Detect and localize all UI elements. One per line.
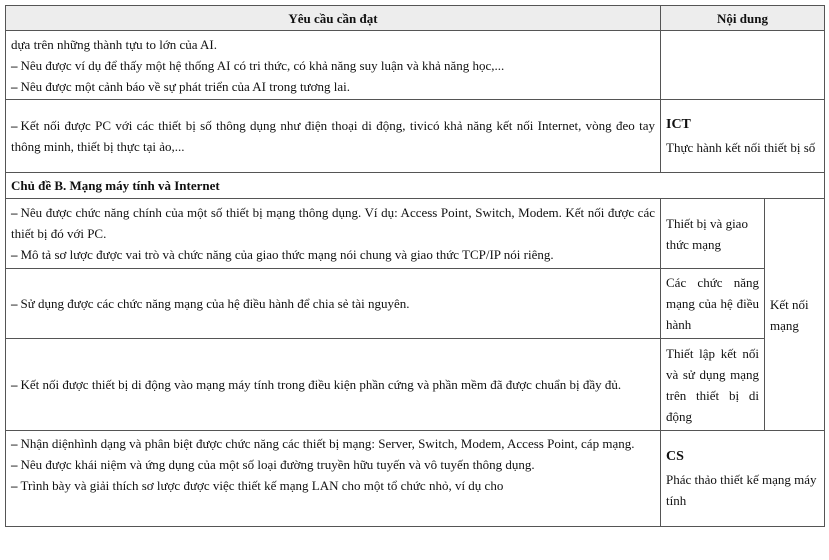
devices-line-2: [11, 244, 655, 265]
ai-line-2: [11, 55, 655, 76]
mobile-requirements-cell: [6, 339, 661, 431]
table-header-row: [6, 6, 825, 31]
table-row-devices: [6, 199, 825, 269]
cs-line-1: [11, 433, 655, 454]
ai-requirements-cell: [6, 31, 661, 100]
dash-marker: –: [11, 247, 18, 262]
table-row-ai: [6, 31, 825, 100]
ai-content-cell: [661, 31, 825, 100]
os-requirements-cell: [6, 269, 661, 339]
ict-content-text: Thực hành kết nối thiết bị số: [666, 140, 816, 155]
cs-line-2: [11, 454, 655, 475]
dash-marker: –: [11, 205, 18, 220]
dash-marker: –: [11, 457, 18, 472]
curriculum-table: [5, 5, 825, 527]
table-row-os: [6, 269, 825, 339]
group-ket-noi-mang: Kết nối mạng: [765, 199, 825, 431]
os-requirements-text: Sử dụng được các chức năng mạng của hệ điều hành để chia sẻ tài nguyên.: [20, 296, 410, 311]
table-row-cs: [6, 431, 825, 527]
ict-code: ICT: [666, 117, 691, 132]
cs-code: CS: [666, 449, 684, 464]
devices-line-2-text: Mô tả sơ lược được vai trò và chức năng của giao thức mạng nói chung và giao thức TCP/IP nói riêng.: [20, 247, 554, 262]
ai-line-3: [11, 76, 655, 97]
os-content-cell: Các chức năng mạng của hệ điều hành: [661, 269, 765, 339]
dash-marker: –: [11, 377, 18, 392]
topic-b-title: Chủ đề B. Mạng máy tính và Internet: [6, 173, 825, 199]
cs-line-3: [11, 475, 655, 496]
devices-requirements-cell: [6, 199, 661, 269]
ai-line-1: dựa trên những thành tựu to lớn của AI.: [11, 36, 218, 52]
cs-content-text: Phác thảo thiết kế mạng máy tính: [666, 472, 817, 508]
dash-marker: –: [11, 296, 18, 311]
header-content: Nội dung: [661, 6, 825, 31]
table-row-ict: [6, 100, 825, 173]
header-requirements: Yêu cầu cần đạt: [6, 6, 661, 31]
dash-marker: –: [11, 436, 18, 451]
table-row-mobile: [6, 339, 825, 431]
cs-line-2-text: Nêu được khái niệm và ứng dụng của một số loại đường truyền hữu tuyến và vô tuyến thông dụng.: [20, 457, 535, 472]
ai-line-3-text: Nêu được một cảnh báo về sự phát triển của AI trong tương lai.: [20, 78, 350, 94]
dash-marker: –: [11, 78, 18, 94]
devices-line-1: [11, 202, 655, 244]
ict-requirements-cell: [6, 100, 661, 173]
cs-content-cell: [661, 431, 825, 527]
topic-row: [6, 173, 825, 199]
cs-requirements-cell: [6, 431, 661, 527]
dash-marker: –: [11, 57, 18, 73]
ai-line-2-text: Nêu được ví dụ để thấy một hệ thống AI có tri thức, có khả năng suy luận và khả năng học,...: [20, 57, 505, 73]
dash-marker: –: [11, 118, 18, 133]
cs-line-3-text: Trình bày và giải thích sơ lược được việc thiết kế mạng LAN cho một tổ chức nhỏ, ví dụ cho: [20, 478, 504, 493]
devices-line-1-text: Nêu được chức năng chính của một số thiết bị mạng thông dụng. Ví dụ: Access Point, Switch, Modem. Kết nối được các thiết bị đó với PC.: [11, 205, 655, 241]
ict-content-cell: [661, 100, 825, 173]
mobile-requirements-text: Kết nối được thiết bị di động vào mạng máy tính trong điều kiện phần cứng và phần mềm đã được chuẩn bị đầy đủ.: [20, 377, 622, 392]
cs-line-1-text: Nhận diệnhình dạng và phân biệt được chức năng các thiết bị mạng: Server, Switch, Modem, Access Point, cáp mạng.: [20, 436, 635, 451]
dash-marker: –: [11, 478, 18, 493]
devices-content-cell: Thiết bị và giao thức mạng: [661, 199, 765, 269]
ict-requirements-text: Kết nối được PC với các thiết bị số thông dụng như điện thoại di động, tivicó khả năng kết nối Internet, vòng đeo tay thông minh, thiết bị thực tại ảo,...: [11, 118, 655, 154]
mobile-content-cell: Thiết lập kết nối và sử dụng mạng trên thiết bị di động: [661, 339, 765, 431]
